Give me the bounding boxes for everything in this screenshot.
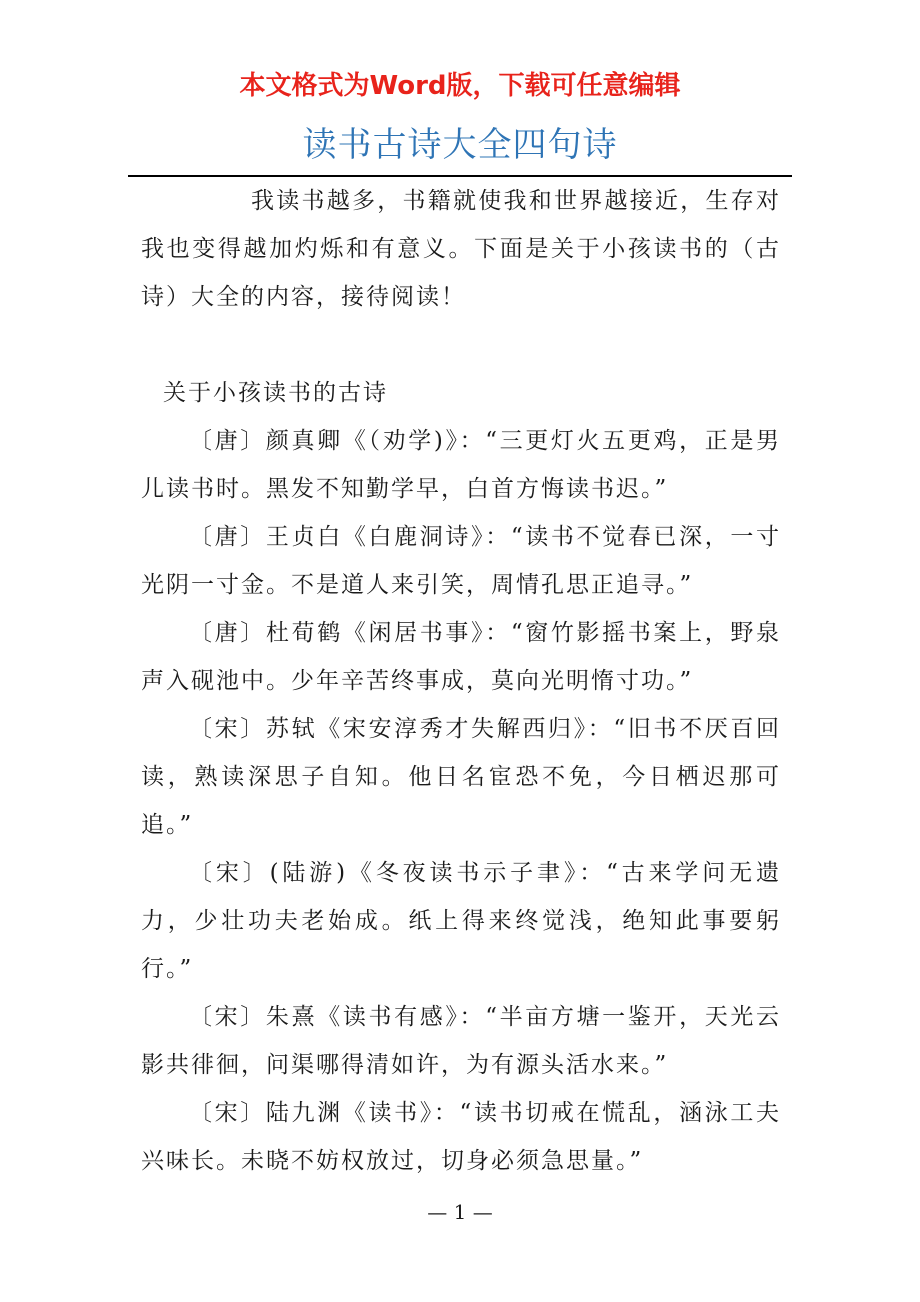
section-heading: 关于小孩读书的古诗 bbox=[163, 380, 388, 406]
document-title: 读书古诗大全四句诗 bbox=[302, 125, 618, 165]
poem-paragraph: 〔宋〕朱熹《读书有感》：“半亩方塘一鉴开，天光云影共徘徊，问渠哪得清如许，为有源头活水来。” bbox=[141, 1004, 781, 1078]
poem-paragraph: 〔宋〕陆九渊《读书》：“读书切戒在慌乱，涵泳工夫兴味长。未晓不妨权放过，切身必须急思量。” bbox=[141, 1100, 781, 1174]
document-body bbox=[141, 177, 781, 1185]
poem-paragraph: 〔唐〕王贞白《白鹿洞诗》：“读书不觉春已深，一寸光阴一寸金。不是道人来引笑，周情孔思正追寻。” bbox=[141, 524, 781, 598]
format-notice-banner: 本文格式为Word版，下载可任意编辑 bbox=[239, 71, 681, 101]
poem-paragraph: 〔唐〕颜真卿《（劝学)》：“三更灯火五更鸡，正是男儿读书时。黑发不知勤学早，白首方悔读书迟。” bbox=[141, 428, 781, 502]
poem-paragraph: 〔唐〕杜荀鹤《闲居书事》：“窗竹影摇书案上，野泉声入砚池中。少年辛苦终事成，莫向光明惰寸功。” bbox=[141, 620, 781, 694]
poem-paragraph: 〔宋〕(陆游)《冬夜读书示子聿》：“古来学问无遗力，少壮功夫老始成。纸上得来终觉浅，绝知此事要躬行。” bbox=[141, 860, 781, 982]
intro-paragraph: 我读书越多，书籍就使我和世界越接近，生存对我也变得越加灼烁和有意义。下面是关于小孩读书的（古诗）大全的内容，接待阅读！ bbox=[141, 188, 781, 310]
poem-paragraph: 〔宋〕苏轼《宋安淳秀才失解西归》：“旧书不厌百回读，熟读深思子自知。他日名宦恐不免，今日栖迟那可追。” bbox=[141, 716, 781, 838]
page-number: — 1 — bbox=[427, 1200, 493, 1224]
